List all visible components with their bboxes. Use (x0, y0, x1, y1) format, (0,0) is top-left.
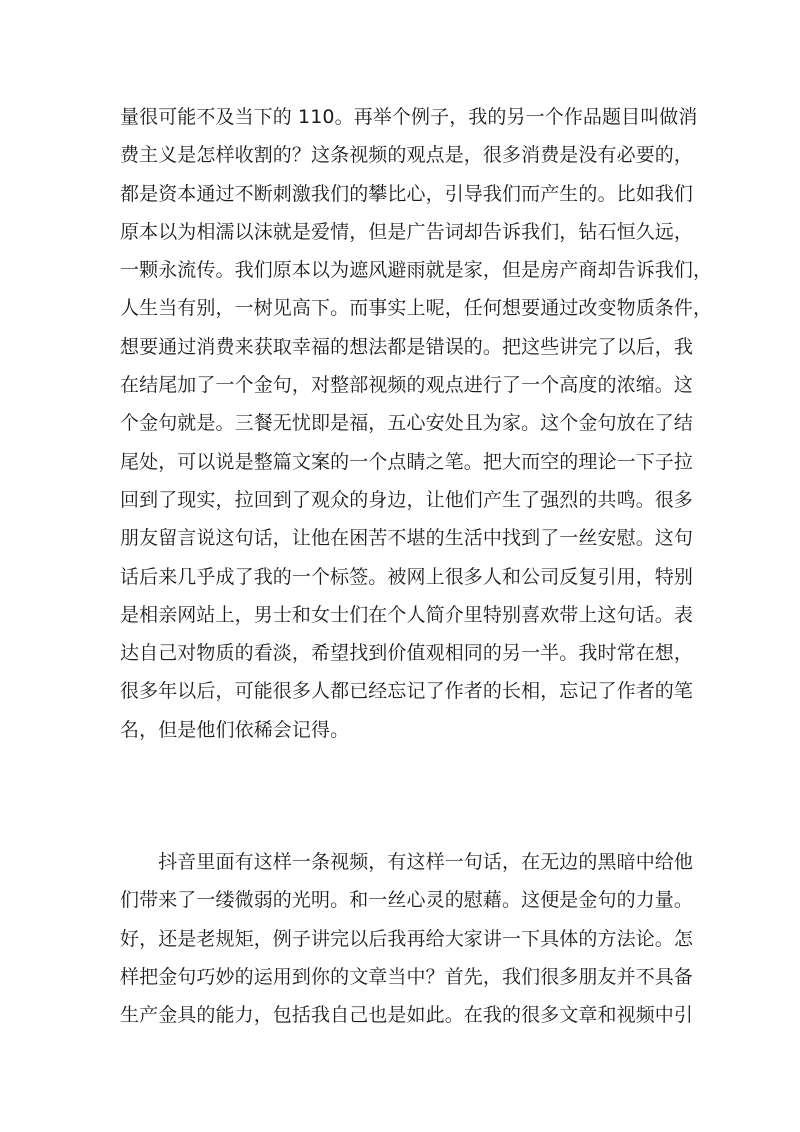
text-line: 生产金具的能力，包括我自己也是如此。在我的很多文章和视频中引 (120, 1004, 694, 1027)
text-line: 好，还是老规矩，例子讲完以后我再给大家讲一下具体的方法论。怎 (120, 927, 694, 950)
text-line: 回到了现实，拉回到了观众的身边，让他们产生了强烈的共鸣。很多 (120, 488, 694, 511)
text-line: 人生当有别，一树见高下。而事实上呢，任何想要通过改变物质条件， (120, 297, 713, 320)
text-line: 是相亲网站上，男士和女士们在个人简介里特别喜欢带上这句话。表 (120, 603, 694, 626)
text-line: 们带来了一缕微弱的光明。和一丝心灵的慰藉。这便是金句的力量。 (120, 889, 694, 912)
text-line: 达自己对物质的看淡，希望找到价值观相同的另一半。我时常在想， (120, 642, 694, 665)
text-line: 在结尾加了一个金句，对整部视频的观点进行了一个高度的浓缩。这 (120, 374, 694, 397)
text-line: 很多年以后，可能很多人都已经忘记了作者的长相，忘记了作者的笔 (120, 680, 694, 703)
text-line: 费主义是怎样收割的？这条视频的观点是，很多消费是没有必要的， (120, 144, 694, 167)
text-line: 一颗永流传。我们原本以为遮风避雨就是家，但是房产商却告诉我们， (120, 259, 713, 282)
paragraph-1 (120, 98, 713, 749)
text-line: 想要通过消费来获取幸福的想法都是错误的。把这些讲完了以后，我 (120, 335, 694, 358)
text-line: 抖音里面有这样一条视频，有这样一句话，在无边的黑暗中给他 (120, 851, 694, 873)
text-line: 都是资本通过不断刺激我们的攀比心，引导我们而产生的。比如我们 (120, 182, 694, 205)
text-line: 名，但是他们依稀会记得。 (120, 718, 350, 741)
text-line: 话后来几乎成了我的一个标签。被网上很多人和公司反复引用，特别 (120, 565, 694, 588)
text-line: 个金句就是。三餐无忧即是福，五心安处且为家。这个金句放在了结 (120, 412, 694, 435)
text-line: 量很可能不及当下的 110。再举个例子，我的另一个作品题目叫做消 (120, 106, 698, 128)
text-line: 尾处，可以说是整篇文案的一个点睛之笔。把大而空的理论一下子拉 (120, 450, 694, 473)
text-line: 原本以为相濡以沫就是爱情，但是广告词却告诉我们，钻石恒久远， (120, 220, 694, 243)
paragraph-2 (120, 843, 694, 1034)
text-line: 朋友留言说这句话，让他在困苦不堪的生活中找到了一丝安慰。这句 (120, 527, 694, 550)
text-line: 样把金句巧妙的运用到你的文章当中？首先，我们很多朋友并不具备 (120, 965, 694, 988)
